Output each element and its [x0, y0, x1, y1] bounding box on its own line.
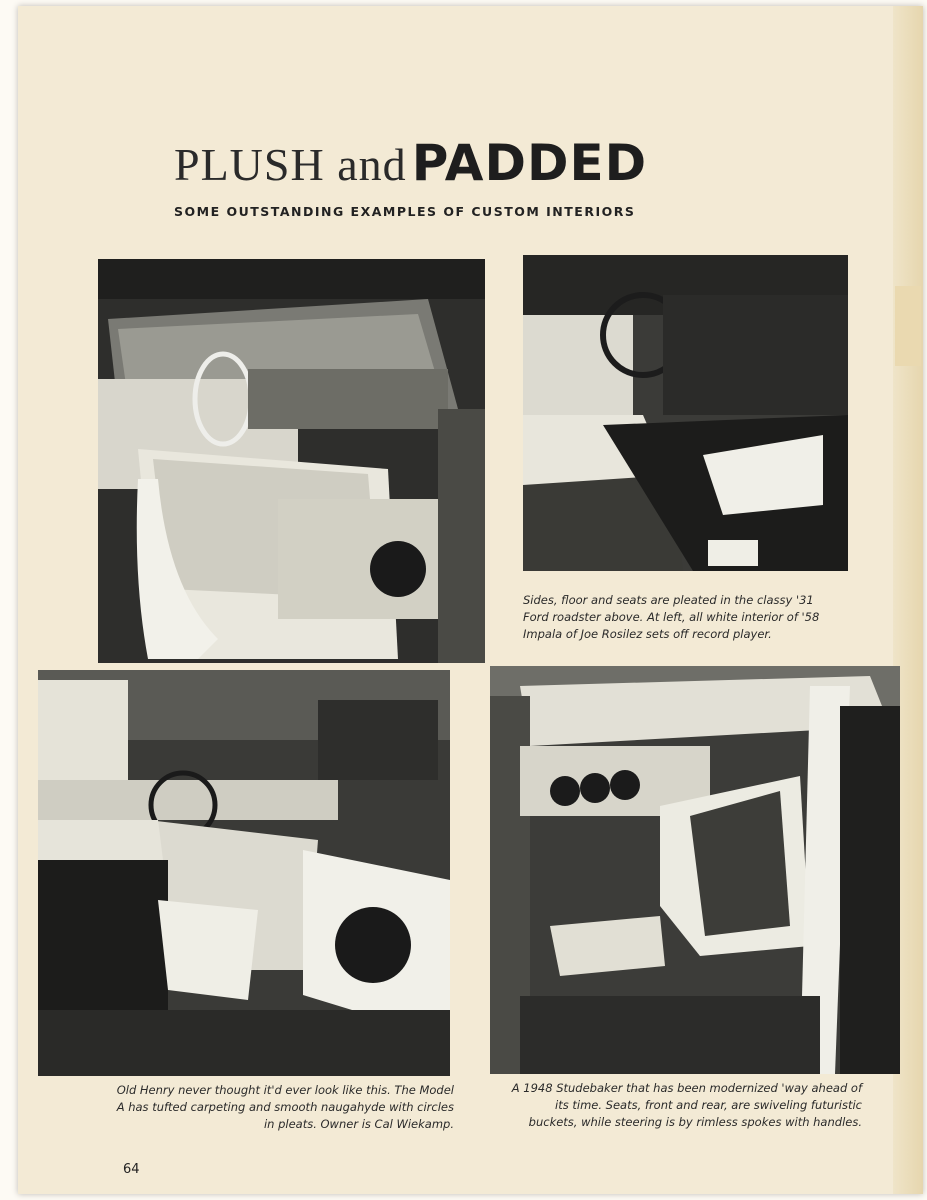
title-padded: PADDED: [411, 134, 648, 192]
page-edge-tab: [895, 286, 921, 366]
photo-model-a: [38, 670, 450, 1076]
page-number: 64: [123, 1162, 140, 1177]
caption-ford-roadster: Sides, floor and seats are pleated in the classy '31 Ford roadster above. At left, all white interior of '58 Impala of Joe Rosilez sets off record player.: [523, 593, 820, 641]
caption-model-a: Old Henry never thought it'd ever look like this. The Model A has tufted carpeting and smooth naugahyde with circles in pleats. Owner is Cal Wiekamp.: [116, 1083, 454, 1131]
title-plush: PLUSH and: [174, 139, 407, 190]
photo-studebaker: [490, 666, 900, 1074]
article-title: [174, 134, 647, 192]
photo-impala-interior: [98, 259, 485, 663]
article-subtitle: SOME OUTSTANDING EXAMPLES OF CUSTOM INTERIORS: [174, 204, 636, 219]
photo-ford-roadster: [523, 255, 848, 571]
caption-studebaker: A 1948 Studebaker that has been modernized 'way ahead of its time. Seats, front and rear, are swiveling futuristic buckets, while steering is by rimless spokes with handles.: [511, 1081, 862, 1129]
magazine-page: [18, 6, 923, 1194]
